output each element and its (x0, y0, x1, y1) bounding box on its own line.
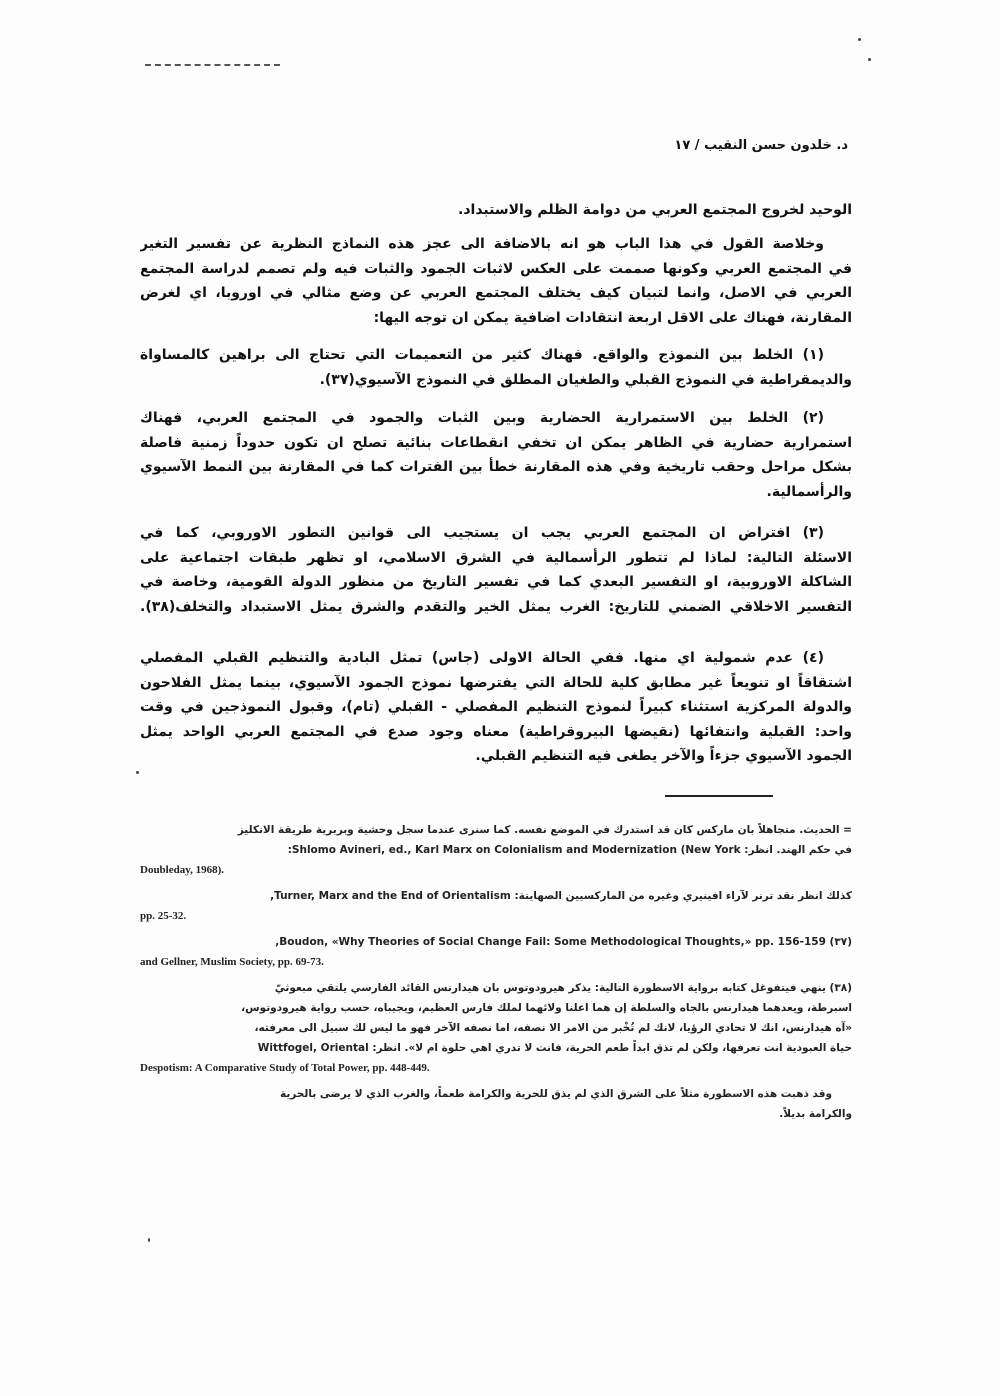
footnote-line: اسبرطة، ويعدهما هيدارنس بالجاه والسلطة إن هما اعلنا ولائهما لملك فارس العظيم، ويجيباه، حسب رواية هيرودوتوس، (241, 1002, 852, 1014)
text-line: الاسئلة التالية: لماذا لم تتطور الرأسمالية في الشرق الاسلامي، او تظهر طبقات اجتماعية على (140, 549, 852, 566)
text-line: (٢) الخلط بين الاستمرارية الحضارية وبين الثبات والجمود في المجتمع العربي، فهناك (140, 410, 824, 426)
scan-speck (868, 58, 871, 61)
text-line: (١) الخلط بين النموذج والواقع. فهناك كثير من التعميمات التي تحتاج الى براهين كالمساواة (140, 347, 824, 363)
footnote-line: (٣٨) ينهي فيتفوغل كتابه برواية الاسطورة التالية: يذكر هيرودوتوس بان هيدارنس القائد الفارسي يلتقي مبعوثيّ (274, 982, 852, 994)
text-line: في المجتمع العربي وكونها صممت على العكس لاثبات الجمود والثبات فيه ولم تصمم لدراسة المجتمع (140, 260, 852, 277)
footnote-separator (665, 795, 773, 797)
text-line: وخلاصة القول في هذا الباب هو انه بالاضافة الى عجز هذه النماذج النظرية عن تفسير التغير (140, 236, 824, 252)
footnote-closing (140, 1084, 852, 1124)
text-line: التفسير الاخلاقي الضمني للتاريخ: الغرب يمثل الخير والتقدم والشرق يمثل الاستبداد والتخلف(٣٨). (140, 598, 852, 615)
footnote-line: Doubleday, 1968). (140, 864, 225, 876)
footnote-line: وقد ذهبت هذه الاسطورة مثلاً على الشرق الذي لم يذق للحرية والكرامة طعماً، والغرب الذي لا يرضى بالحرية (279, 1088, 832, 1100)
footnote-line: and Gellner, Muslim Society, pp. 69-73. (140, 956, 324, 968)
footnote-line: كذلك انظر نقد ترنر لآراء افينيري وغيره من الماركسيين الصهاينة: Turner, Marx and the End of Orientalism, (270, 890, 852, 902)
footnotes (140, 820, 852, 1124)
paragraph-1 (140, 198, 852, 223)
text-line: العربي في الاصل، وانما لتبيان كيف يختلف المجتمع العربي عن وضع مثالي في اوروبا، اي لغرض (140, 285, 852, 301)
text-line: والرأسمالية. (766, 483, 852, 500)
footnote-38 (140, 978, 852, 1078)
text-line: (٣) افتراض ان المجتمع العربي يجب ان يستجيب الى قوانين التطور الاوروبي، كما في (140, 525, 824, 541)
text-line: المقارنة، فهناك على الاقل اربعة انتقادات اضافية يمكن ان توجه اليها: (373, 309, 852, 326)
text-line: (٤) عدم شمولية اي منها. ففي الحالة الاولى (جاس) تمثل البادية والتنظيم القبلي المفصلي (140, 650, 824, 666)
footnote-line: في حكم الهند. انظر: Shlomo Avineri, ed., Karl Marx on Colonialism and Modernization (New York: (287, 844, 852, 856)
paragraph-5 (140, 521, 852, 619)
text-line: بشكل مراحل وحقب تاريخية وفي هذه المقارنة خطأ بين الفترات كما في المقارنة بين النمط الآسيوي (140, 459, 852, 475)
footnote-line: حياة العبودية انت تعرفها، ولكن لم تذق ابداً طعم الحرية، فانت لا تدري اهي حلوة ام لا». انظر: Wittfogel, Oriental (257, 1042, 852, 1054)
footnote-line: pp. 25-32. (140, 910, 187, 922)
footnote-line: = الحديث. متجاهلاً بان ماركس كان قد استدرك في الموضع نفسه. كما سنرى عندما سجل وحشية وبربرية طريقة الانكليز (237, 824, 852, 836)
paragraph-4 (140, 406, 852, 504)
text-line: والديمقراطية في النموذج القبلي والطغيان المطلق في النموذج الآسيوي(٣٧). (319, 371, 852, 388)
text-line: الجمود الآسيوي جزءاً والآخر يطغى فيه التنظيم القبلي. (475, 748, 852, 764)
footnote-turner (140, 886, 852, 926)
footnote-continued (140, 820, 852, 880)
paragraph-3 (140, 343, 852, 392)
text-line: الشاكلة الاوروبية، او التفسير البعدي كما في تفسير التاريخ من منظور الدولة القومية، وخاصة في (140, 574, 852, 590)
scan-speck (858, 38, 861, 41)
scan-speck (136, 771, 139, 774)
text-line: الوحيد لخروج المجتمع العربي من دوامة الظلم والاستبداد. (458, 202, 852, 218)
running-header: د. خلدون حسن النقيب / ١٧ (674, 138, 848, 153)
scan-speck (148, 1238, 150, 1242)
text-line: واحد: القبلية وانتفائها (نقيضها البيروقراطية) معناه وجود صدع في المجتمع العربي الواحد يمثل (140, 723, 852, 740)
paragraph-2 (140, 232, 852, 330)
paragraph-6 (140, 646, 852, 769)
scan-artifact-line (145, 64, 280, 66)
footnote-line: «آه هيدارنس، انك لا تحادي الرؤيا، لانك لم تُخْبر من الامر الا نصفه، اما نصفه الآخر فهو ما ليس لك سبيل الى معرفته، (254, 1022, 852, 1034)
footnote-line: (٣٧) Boudon, «Why Theories of Social Change Fail: Some Methodological Thoughts,» pp. 156-159, (275, 936, 852, 948)
text-line: والدولة المركزية استثناء كبيراً لنموذج التنظيم المفصلي - القبلي (تام)، وقبول النموذجين في وقت (140, 699, 852, 715)
footnote-line: Despotism: A Comparative Study of Total Power, pp. 448-449. (140, 1062, 430, 1074)
text-line: اشتقاقاً او تنويعاً غير مطابق كلية للحالة التي يفترضها نموذج الجمود الآسيوي، بينما يمثل الفلاحون (140, 674, 852, 691)
text-line: استمرارية حضارية في الظاهر يمكن ان تخفي انقطاعات بنائية تصلح ان تكون حدوداً زمنية فاصلة (140, 434, 852, 451)
footnote-line: والكرامة بديلاً. (779, 1108, 852, 1120)
footnote-37 (140, 932, 852, 972)
